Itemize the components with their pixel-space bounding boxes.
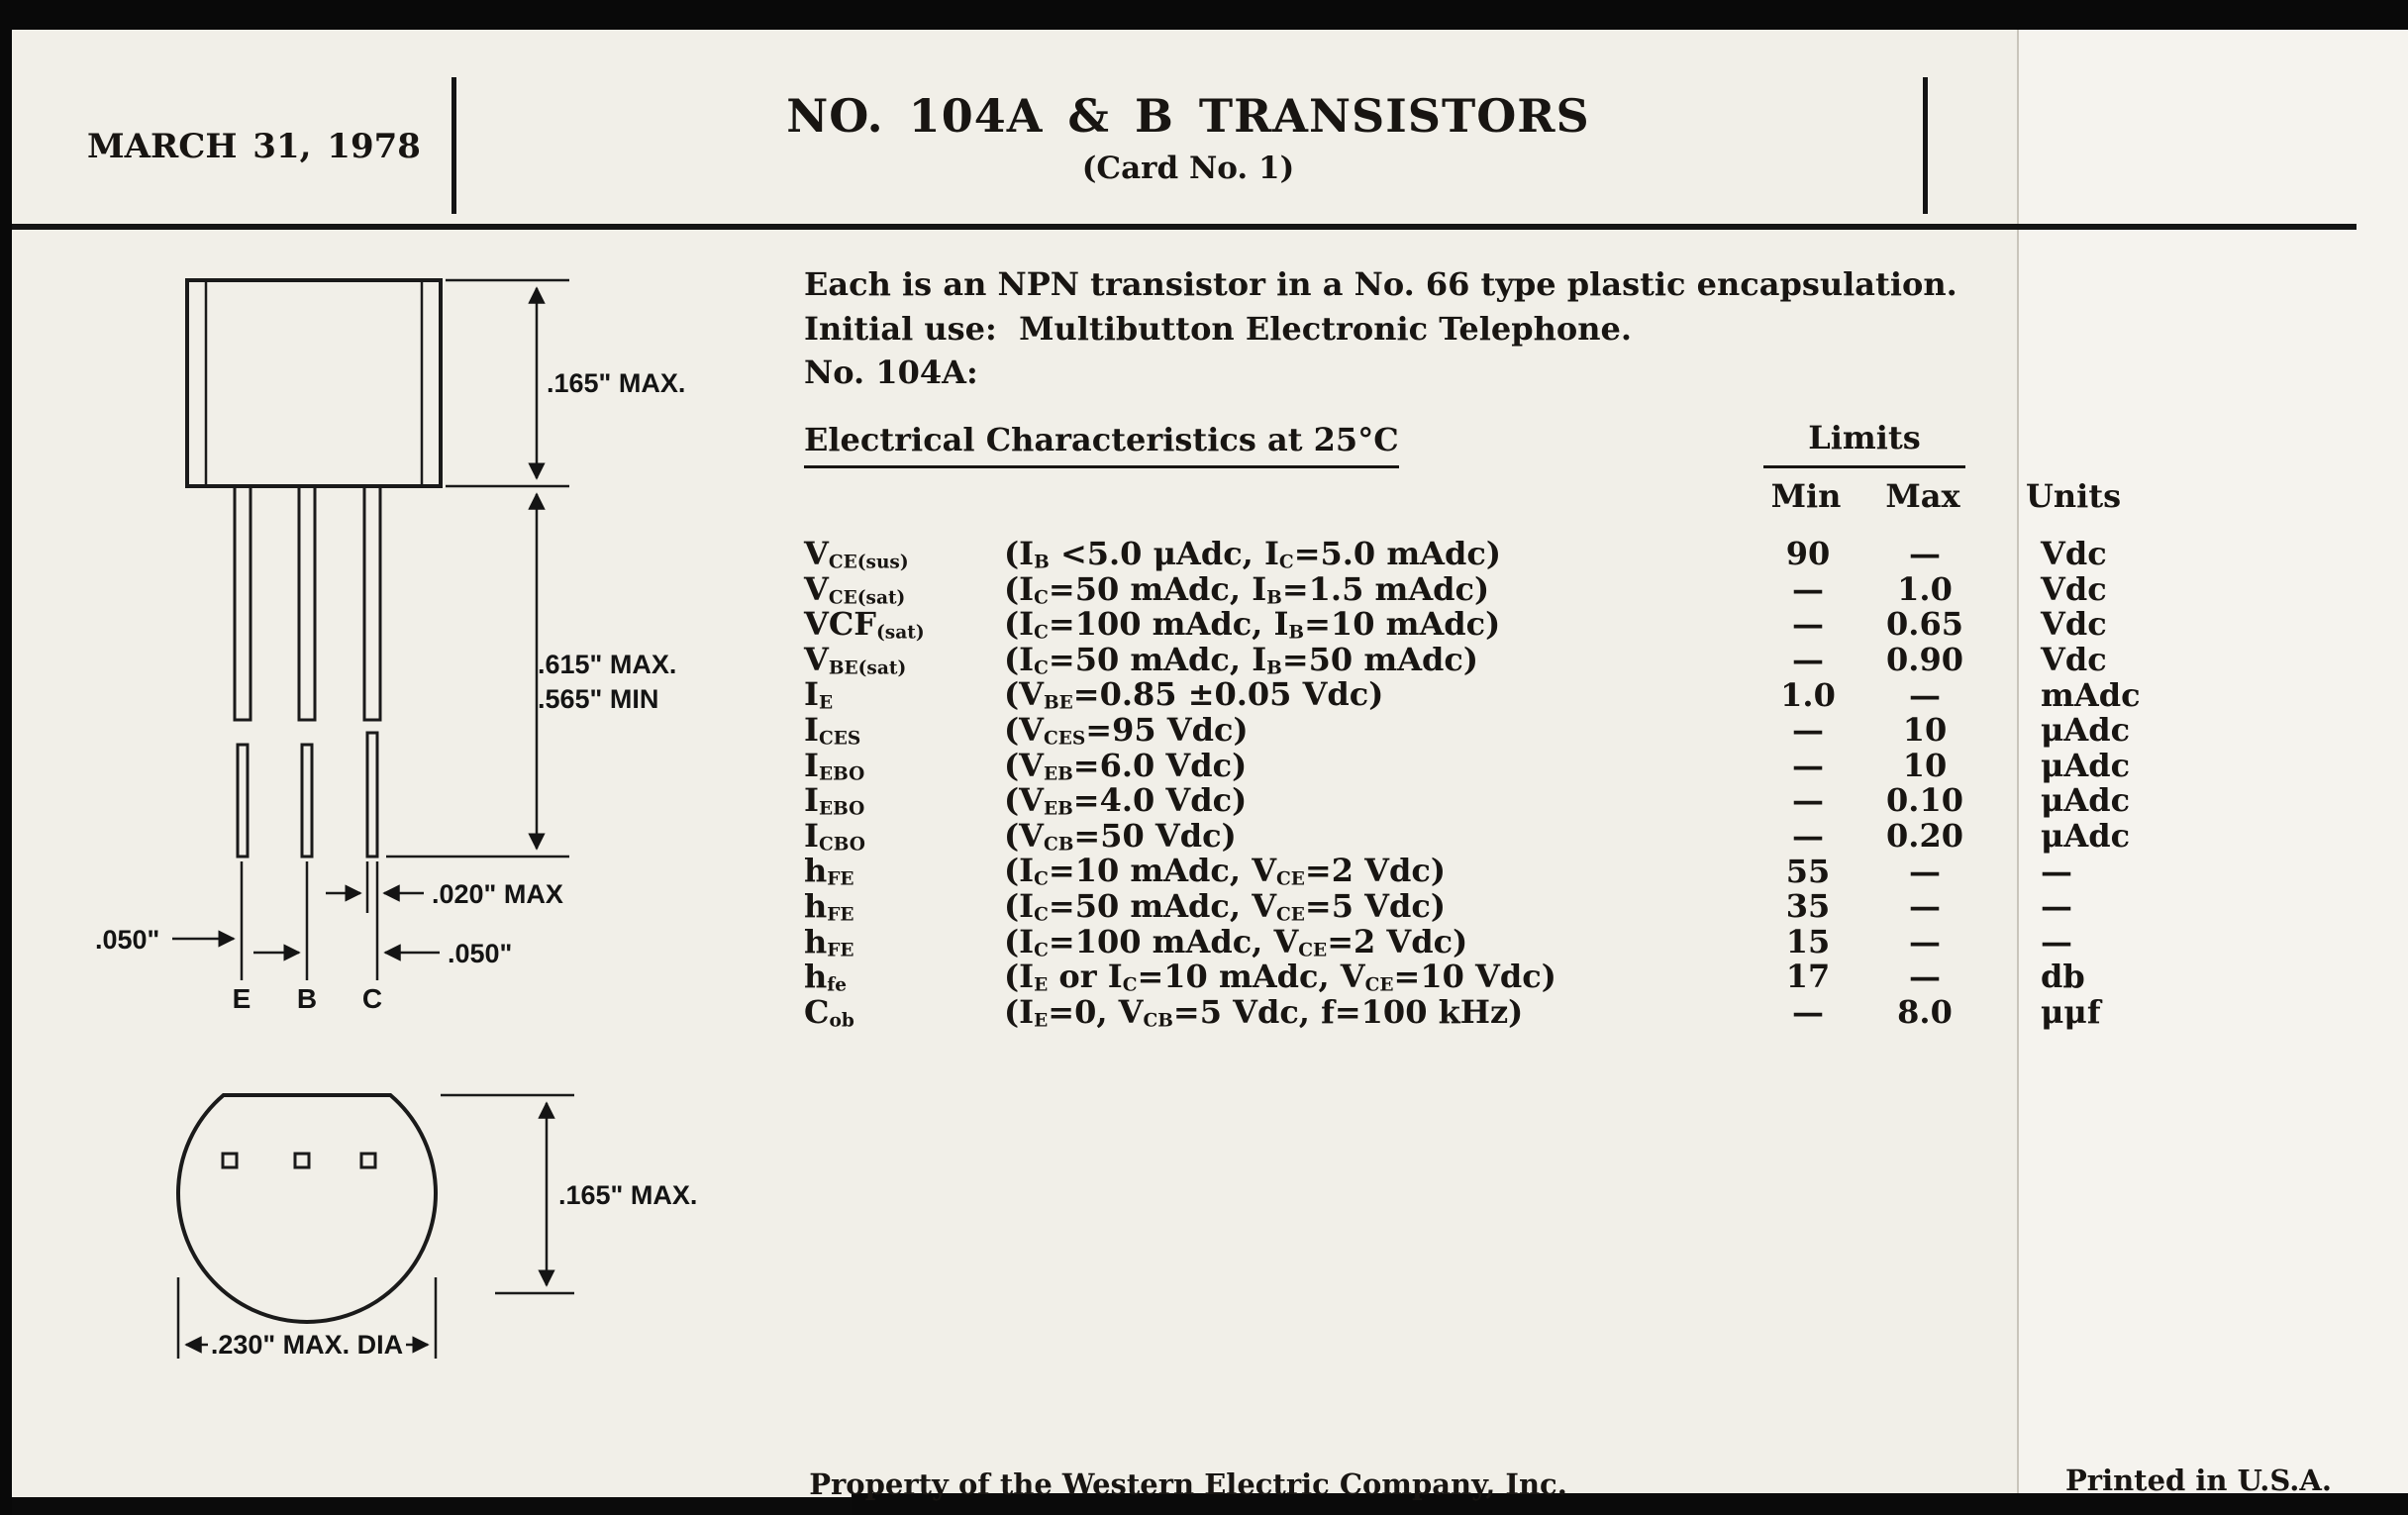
row-symbol: $VCF_{(sat)}$ xyxy=(804,605,925,644)
footer-printed-note: Printed in U.S.A. xyxy=(2065,1464,2332,1497)
row-symbol: $I_E$ xyxy=(804,675,834,714)
row-symbol: $h_{FE}$ xyxy=(804,922,854,960)
row-conditions: ($I_C=50$ mAdc, $I_B=1.5$ mAdc) xyxy=(1004,569,1490,608)
row-units: — xyxy=(2041,887,2072,926)
page-header xyxy=(693,89,1683,186)
transistor-bottom-view xyxy=(178,1095,436,1322)
row-max-value: 1.0 xyxy=(1897,569,1953,608)
row-symbol: $I_{CES}$ xyxy=(804,710,861,750)
row-min-value: — xyxy=(1792,746,1824,784)
row-conditions: ($V_{EB}=6.0$ Vdc) xyxy=(1004,746,1248,784)
row-conditions: ($I_C=100$ mAdc, $V_{CE}=2$ Vdc) xyxy=(1004,922,1468,960)
row-units: Vdc xyxy=(2041,535,2107,573)
dimension-label-diameter: .230" MAX. DIA xyxy=(210,1330,404,1360)
row-max-value: 0.90 xyxy=(1886,640,1963,678)
table-row xyxy=(804,747,2250,782)
row-max-value: — xyxy=(1909,887,1941,926)
row-min-value: 1.0 xyxy=(1780,675,1836,714)
table-row xyxy=(804,710,2250,750)
table-row xyxy=(804,605,2250,644)
row-units: μAdc xyxy=(2041,746,2131,784)
row-min-value: — xyxy=(1792,816,1824,855)
table-row xyxy=(804,958,2250,996)
lead-label-e: E xyxy=(232,983,251,1014)
row-min-value: 17 xyxy=(1785,958,1831,996)
row-min-value: — xyxy=(1792,992,1824,1031)
row-max-value: — xyxy=(1909,922,1941,960)
row-max-value: — xyxy=(1909,535,1941,573)
row-symbol: $h_{fe}$ xyxy=(804,958,848,996)
lead-label-c: C xyxy=(361,983,383,1014)
row-conditions: ($V_{EB}=4.0$ Vdc) xyxy=(1004,781,1248,820)
row-max-value: 0.10 xyxy=(1886,781,1963,820)
header-divider-left xyxy=(452,77,456,214)
row-units: Vdc xyxy=(2041,605,2107,644)
electrical-characteristics-heading: Electrical Characteristics at 25°C xyxy=(804,421,1399,468)
table-row xyxy=(804,992,2250,1032)
table-row xyxy=(804,852,2250,890)
front-view-dimensions xyxy=(95,280,685,1014)
row-conditions: ($I_B <5.0$ μAdc, $I_C=5.0$ mAdc) xyxy=(1004,535,1501,573)
row-max-value: — xyxy=(1909,675,1941,714)
row-units: Vdc xyxy=(2041,640,2107,678)
bottom-view-dimensions xyxy=(178,1095,697,1360)
intro-line-2: Initial use: Multibutton Electronic Telephone. xyxy=(804,310,1633,348)
row-min-value: — xyxy=(1792,605,1824,644)
row-max-value: 0.20 xyxy=(1886,816,1963,855)
row-conditions: ($V_{BE}=0.85 \pm 0.05$ Vdc) xyxy=(1004,675,1384,714)
lead-label-b: B xyxy=(296,983,318,1014)
row-units: Vdc xyxy=(2041,569,2107,608)
row-conditions: ($V_{CB}=50$ Vdc) xyxy=(1004,816,1237,856)
row-conditions: ($I_E=0$, $V_{CB}=5$ Vdc, f=100 kHz) xyxy=(1004,992,1524,1032)
page-title: NO. 104A & B TRANSISTORS xyxy=(786,89,1590,143)
row-symbol: $h_{FE}$ xyxy=(804,852,854,890)
row-min-value: 90 xyxy=(1785,535,1831,573)
row-symbol: $C_{ob}$ xyxy=(804,992,854,1032)
dimension-label-lead-length-max: .615" MAX. xyxy=(538,650,677,679)
row-conditions: ($V_{CES}=95$ Vdc) xyxy=(1004,710,1249,750)
dimension-label-bottom-height: .165" MAX. xyxy=(558,1180,698,1210)
row-symbol: $V_{CE(sus)}$ xyxy=(804,535,909,573)
row-max-value: 8.0 xyxy=(1897,992,1953,1031)
row-conditions: ($I_C=50$ mAdc, $V_{CE}=5$ Vdc) xyxy=(1004,886,1446,926)
row-symbol: $V_{CE(sat)}$ xyxy=(804,569,906,608)
units-column-header: Units xyxy=(2026,477,2122,515)
dimension-label-pitch-left: .050" xyxy=(95,925,160,955)
row-symbol: $I_{EBO}$ xyxy=(804,781,865,820)
min-column-header: Min xyxy=(1770,477,1842,515)
scan-edge-left xyxy=(0,0,12,1515)
scan-edge-top xyxy=(0,0,2408,30)
row-symbol: $V_{BE(sat)}$ xyxy=(804,640,907,679)
row-units: μAdc xyxy=(2041,711,2131,750)
row-min-value: — xyxy=(1792,781,1824,820)
row-max-value: 10 xyxy=(1902,711,1948,750)
table-row xyxy=(804,675,2250,714)
row-units: db xyxy=(2041,958,2085,996)
card-number: (Card No. 1) xyxy=(1081,151,1295,186)
row-max-value: — xyxy=(1909,852,1941,890)
row-min-value: 55 xyxy=(1785,852,1831,890)
limits-underline xyxy=(1763,465,1965,468)
intro-line-3: No. 104A: xyxy=(804,354,978,391)
row-conditions: ($I_E$ or $I_C=10$ mAdc, $V_{CE}=10$ Vdc) xyxy=(1004,958,1556,996)
row-min-value: — xyxy=(1792,711,1824,750)
intro-line-1: Each is an NPN transistor in a No. 66 type plastic encapsulation. xyxy=(804,265,1957,303)
table-row xyxy=(804,570,2250,606)
table-row xyxy=(804,640,2250,679)
transistor-front-view xyxy=(187,280,441,857)
row-min-value: 35 xyxy=(1785,887,1831,926)
dimension-label-lead-width: .020" MAX xyxy=(432,879,563,909)
max-column-header: Max xyxy=(1885,477,1960,515)
row-min-value: — xyxy=(1792,569,1824,608)
table-row xyxy=(804,816,2250,856)
row-units: μμf xyxy=(2041,992,2101,1031)
row-conditions: ($I_C=100$ mAdc, $I_B=10$ mAdc) xyxy=(1004,605,1501,644)
table-row xyxy=(804,923,2250,959)
row-conditions: ($I_C=10$ mAdc, $V_{CE}=2$ Vdc) xyxy=(1004,852,1446,890)
header-rule xyxy=(12,224,2357,230)
row-units: μAdc xyxy=(2041,781,2131,820)
row-max-value: 0.65 xyxy=(1886,605,1963,644)
row-units: — xyxy=(2041,852,2072,890)
row-min-value: — xyxy=(1792,640,1824,678)
dimension-label-body-height: .165" MAX. xyxy=(547,368,686,398)
dimension-label-lead-length-min: .565" MIN xyxy=(538,684,659,714)
page-date: MARCH 31, 1978 xyxy=(87,127,421,166)
row-units: μAdc xyxy=(2041,816,2131,855)
row-units: — xyxy=(2041,922,2072,960)
footer-property-note: Property of the Western Electric Company, Inc. xyxy=(809,1467,1567,1501)
row-symbol: $I_{EBO}$ xyxy=(804,746,865,784)
characteristics-table xyxy=(804,535,2250,1032)
row-units: mAdc xyxy=(2041,675,2141,714)
table-row xyxy=(804,781,2250,820)
limits-header: Limits xyxy=(1808,419,1921,456)
row-max-value: — xyxy=(1909,958,1941,996)
dimension-label-pitch-right: .050" xyxy=(448,939,513,968)
row-symbol: $h_{FE}$ xyxy=(804,886,854,926)
row-conditions: ($I_C=50$ mAdc, $I_B=50$ mAdc) xyxy=(1004,640,1479,679)
row-min-value: 15 xyxy=(1785,922,1831,960)
table-row xyxy=(804,535,2250,573)
table-row xyxy=(804,886,2250,926)
transistor-outline-diagram xyxy=(40,248,733,1376)
row-symbol: $I_{CBO}$ xyxy=(804,816,865,856)
row-max-value: 10 xyxy=(1902,746,1948,784)
header-divider-right xyxy=(1923,77,1928,214)
